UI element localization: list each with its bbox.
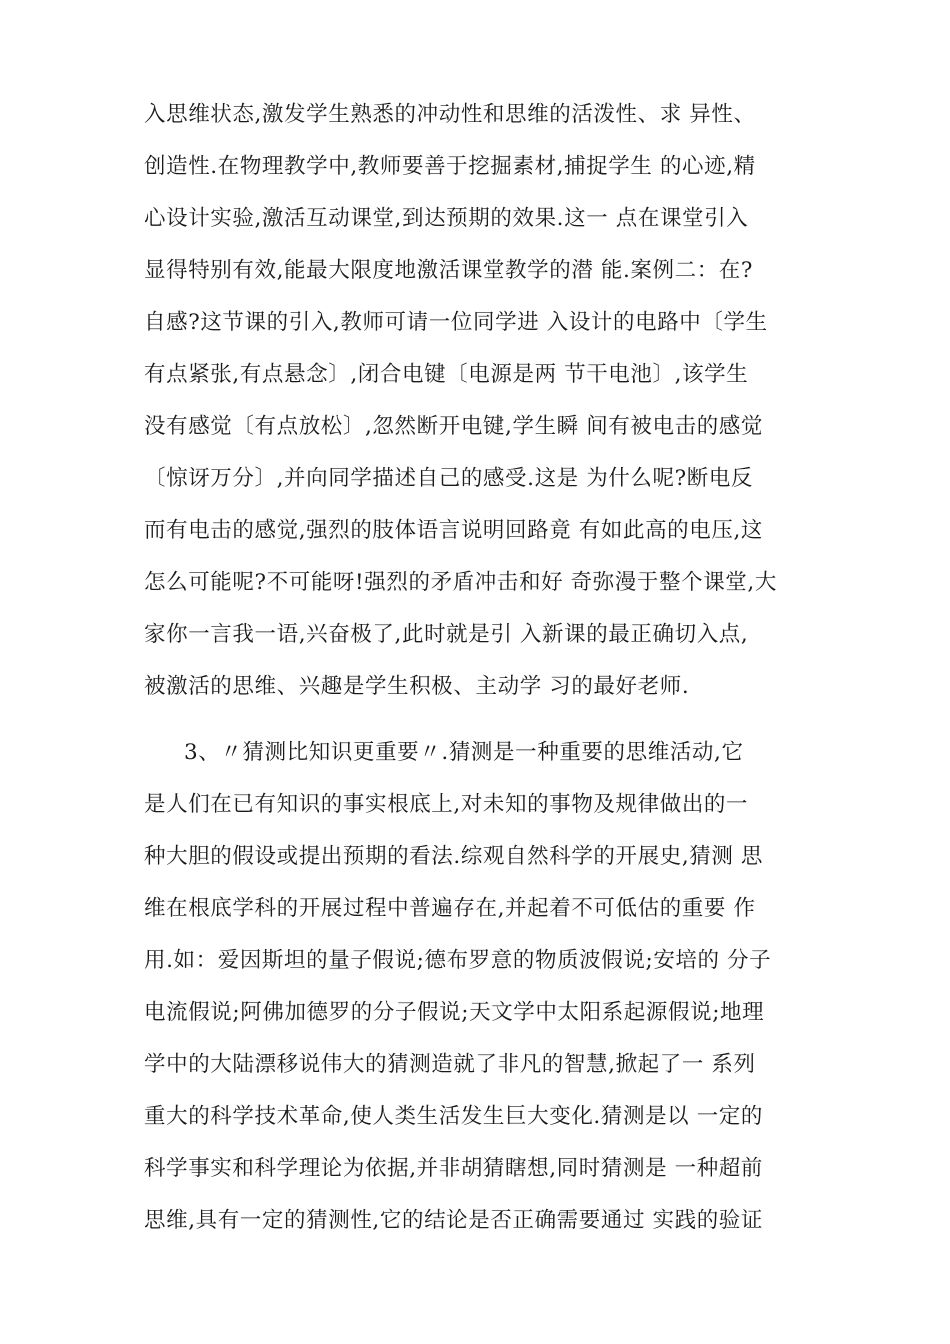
text-line: 是人们在已有知识的事实根底上,对未知的事物及规律做出的一 bbox=[144, 792, 749, 817]
text-line: 〔惊讶万分〕,并向同学描述自己的感受.这是 为什么呢?断电反 bbox=[144, 466, 754, 491]
text-line: 家你一言我一语,兴奋极了,此时就是引 入新课的最正确切入点, bbox=[144, 622, 749, 647]
text-line: 被激活的思维、兴趣是学生积极、主动学 习的最好老师. bbox=[144, 674, 690, 699]
text-line: 心设计实验,激活互动课堂,到达预期的效果.这一 点在课堂引入 bbox=[144, 206, 749, 231]
text-line: 3、〃猜测比知识更重要〃.猜测是一种重要的思维活动,它 bbox=[184, 740, 744, 765]
text-line: 有点紧张,有点悬念〕,闭合电键〔电源是两 节干电池〕,该学生 bbox=[144, 362, 749, 387]
text-line: 种大胆的假设或提出预期的看法.综观自然科学的开展史,猜测 思 bbox=[144, 844, 764, 869]
text-line: 入思维状态,激发学生熟悉的冲动性和思维的活泼性、求 异性、 bbox=[144, 102, 756, 127]
text-line: 创造性.在物理教学中,教师要善于挖掘素材,捕捉学生 的心迹,精 bbox=[144, 154, 756, 179]
text-line: 科学事实和科学理论为依据,并非胡猜瞎想,同时猜测是 一种超前 bbox=[144, 1156, 764, 1181]
text-line: 电流假说;阿佛加德罗的分子假说;天文学中太阳系起源假说;地理 bbox=[144, 1000, 765, 1025]
text-line: 怎么可能呢?不可能呀!强烈的矛盾冲击和好 奇弥漫于整个课堂,大 bbox=[144, 570, 777, 595]
text-line: 学中的大陆漂移说伟大的猜测造就了非凡的智慧,掀起了一 系列 bbox=[144, 1052, 756, 1077]
text-line: 显得特别有效,能最大限度地激活课堂教学的潜 能.案例二：在? bbox=[144, 258, 754, 283]
text-line: 自感?这节课的引入,教师可请一位同学进 入设计的电路中〔学生 bbox=[144, 310, 768, 335]
text-line: 维在根底学科的开展过程中普遍存在,并起着不可低估的重要 作 bbox=[144, 896, 756, 921]
text-line: 而有电击的感觉,强烈的肢体语言说明回路竟 有如此高的电压,这 bbox=[144, 518, 764, 543]
text-line: 用.如：爱因斯坦的量子假说;德布罗意的物质波假说;安培的 分子 bbox=[144, 948, 772, 973]
text-line: 重大的科学技术革命,使人类生活发生巨大变化.猜测是以 一定的 bbox=[144, 1104, 764, 1129]
text-line: 没有感觉〔有点放松〕,忽然断开电键,学生瞬 间有被电击的感觉 bbox=[144, 414, 764, 439]
text-line: 思维,具有一定的猜测性,它的结论是否正确需要通过 实践的验证 bbox=[144, 1208, 764, 1233]
